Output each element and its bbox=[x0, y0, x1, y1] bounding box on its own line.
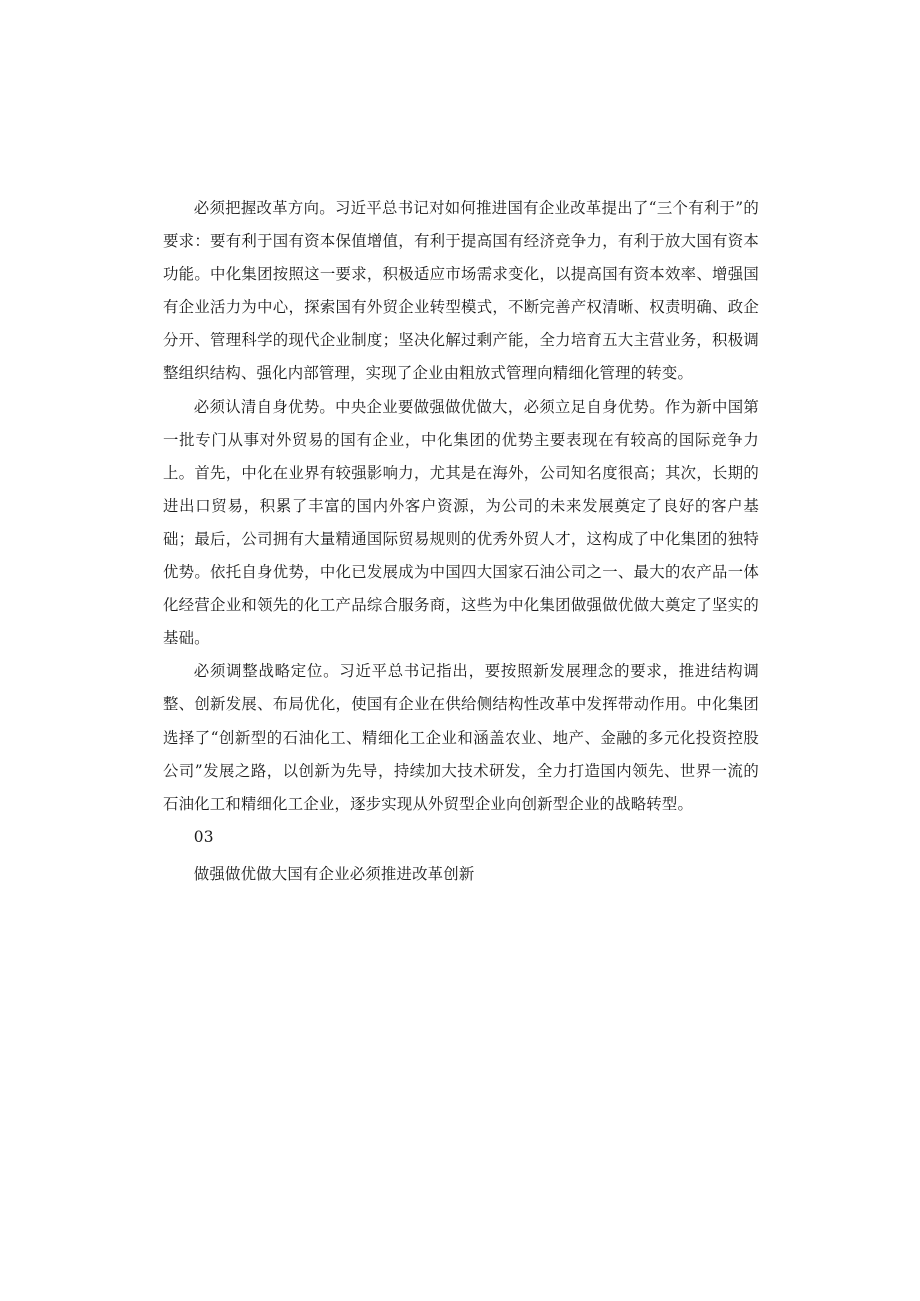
section-title: 做强做优做大国有企业必须推进改革创新 bbox=[193, 864, 475, 883]
paragraph-strategic-positioning: 必须调整战略定位。习近平总书记指出，要按照新发展理念的要求，推进结构调整、创新发展、布局优化，使国有企业在供给侧结构性改革中发挥带动作用。中化集团选择了“创新型的石油化工、精细化工企业和涵盖农业、地产、金融的多元化投资控股公司”发展之路，以创新为先导，持续加大技术研发，全力打造国内领先、世界一流的石油化工和精细化工企业，逐步实现从外贸型企业向创新型企业的战略转型。 bbox=[163, 662, 759, 813]
section-number: 03 bbox=[193, 827, 214, 846]
document-body bbox=[163, 192, 759, 891]
paragraph-own-advantages: 必须认清自身优势。中央企业要做强做优做大，必须立足自身优势。作为新中国第一批专门从事对外贸易的国有企业，中化集团的优势主要表现在有较高的国际竞争力上。首先，中化在业界有较强影响力，尤其是在海外，公司知名度很高；其次，长期的进出口贸易，积累了丰富的国内外客户资源，为公司的未来发展奠定了良好的客户基础；最后，公司拥有大量精通国际贸易规则的优秀外贸人才，这构成了中化集团的独特优势。依托自身优势，中化已发展成为中国四大国家石油公司之一、最大的农产品一体化经营企业和领先的化工产品综合服务商，这些为中化集团做强做优做大奠定了坚实的基础。 bbox=[163, 397, 759, 648]
paragraph-reform-direction: 必须把握改革方向。习近平总书记对如何推进国有企业改革提出了“三个有利于”的要求：要有利于国有资本保值增值，有利于提高国有经济竞争力，有利于放大国有资本功能。中化集团按照这一要求，积极适应市场需求变化，以提高国有资本效率、增强国有企业活力为中心，探索国有外贸企业转型模式，不断完善产权清晰、权责明确、政企分开、管理科学的现代企业制度；坚决化解过剩产能，全力培育五大主营业务，积极调整组织结构、强化内部管理，实现了企业由粗放式管理向精细化管理的转变。 bbox=[163, 199, 759, 383]
